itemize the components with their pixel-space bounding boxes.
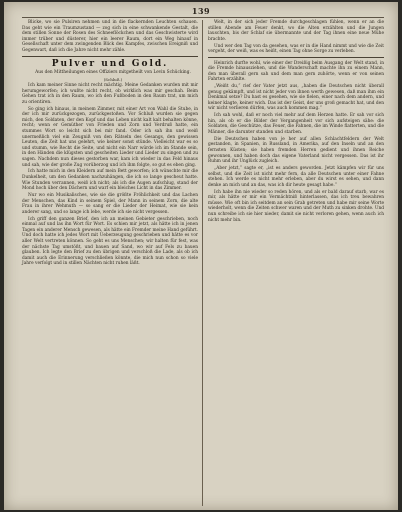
paragraph: Nur wo ein Musikalisches, wie sie die größte Fröhlichkeit und das Lachen der Menschen, das Kind in seinem Spiel, der Mann in seinem Zorn, die alte Frau in ihrer Wehmuth — so sang er die Lieder der Heimat, wie sie kein anderer sang, und so lange ich lebe, werde ich sie nicht vergessen. xyxy=(22,192,198,215)
left-article-body xyxy=(22,83,198,267)
paragraph: Ich kam meiner Sinne nicht recht mächtig. Meine Gedanken wurden mit mir herumgeworfen; ich wußte nicht recht, ob wirklich was mir geschah. Beim Gehen trat ich in den Raum, wo ich den Fußboden in den Raum trat, um mich zu orientiren. xyxy=(22,83,198,105)
paragraph: „Weißt du,“ rief der Vater jetzt aus, „haben die Deutschen nicht überall genug gekämpft, und ist nicht jeder von ihnen werth gewesen, daß man ihm ein Denkmal setze? Du hast es gesehen, wie sie fielen, einer nach dem andern, und keiner klagte, keiner wich. Das ist der Geist, der uns groß gemacht hat, und den wir nicht verlieren dürfen, was auch kommen mag.“ xyxy=(208,84,384,112)
article-continuation: (Schluß.) xyxy=(103,76,123,82)
right-article-body xyxy=(208,61,384,224)
column-divider xyxy=(202,20,203,506)
paragraph: Welt, in der sich jeder Fremde durchgeschlagen fühlen, wenn er an die stillen Abende am Feuer denkt, wo die Alten erzählten und die Jungen lauschten, bis der Schlaf sie übermannte und der Tag ihnen eine neue Mühe brachte. xyxy=(208,20,384,42)
page xyxy=(4,2,398,510)
section-rule xyxy=(22,56,198,57)
paragraph: Die Deutschen haben von je her auf allen Schlachtfeldern der Welt gestanden, in Spanien, in Russland, in Amerika, auf den Inseln und an den fernsten Küsten; sie haben fremden Herren gedient und ihnen Reiche gewonnen, und haben doch das eigene Vaterland nicht vergessen. Das ist ihr Ruhm und ihr Unglück zugleich. xyxy=(208,136,384,165)
left-top-text xyxy=(22,20,198,54)
paragraph: Ich hatte mich in den Kleidern auf mein Bett geworfen; ich wünschte mir die Dunkelheit, um den Gedanken nachzuhängen, die ich so lange gescheut hatte. Wie Stunden verrannen, weiß ich nicht; als ich die Augen aufschlug, stand der Mond hoch über den Dächern und warf ein bleiches Licht in das Zimmer. xyxy=(22,169,198,192)
page-number: 139 xyxy=(191,6,211,16)
article-subtitle: Aus den Mittheilungen eines Offiziers mitgetheilt von Levin Schücking. xyxy=(35,70,191,76)
section-rule xyxy=(208,57,384,58)
right-column xyxy=(208,20,384,224)
article-title: Pulver und Gold. xyxy=(51,59,169,70)
paragraph: Heinrich durfte wohl, wie einer der Dreißig beim Ausgang der Welt stand, in die Fremde hinausziehen, und die Wanderschaft machte ihn zu einem Mann, den man überall gern sah und dem man gern zuhörte, wenn er von seinen Fahrten erzählte. xyxy=(208,60,384,83)
header-rule xyxy=(22,17,384,18)
paragraph: Ich habe ihn nie wieder so reden hören, und als er bald darauf starb, war es mir, als hätte er mir ein Vermächtniß hinterlassen, das ich treu bewahren müsse. Wie oft bin ich seitdem an sein Grab getreten und habe mir seine Worte wiederholt, wenn die Zeiten schwer waren und der Muth zu sinken drohte. Und nun schreibe ich sie hier nieder, damit sie nicht verloren gehen, wenn auch ich nicht mehr bin. xyxy=(208,189,384,223)
paragraph: Ich sah wohl, daß er noch viel mehr auf dem Herzen hatte. Er sah vor sich hin, als ob er die Bilder der Vergangenheit vor sich aufsteigen sähe: die Soldaten, die Geschütze, das Feuer, die Fahnen, die im Winde flatterten, und die Männer, die darunter standen und starben. xyxy=(208,113,384,136)
paragraph: „Aber jetzt,“ sagte er, „ist es anders geworden. Jetzt kämpfen wir für uns selbst, und die Zeit ist nicht mehr fern, da alle Deutschen unter einer Fahne stehen. Ich werde es nicht mehr erleben, aber du wirst es sehen, und dann denke an mich und an das, was ich dir heute gesagt habe.“ xyxy=(208,165,384,188)
paragraph: So ging ich hinaus, in meinem Zimmer, mit einer Art von Wahl die Stube, in der ich mir zurückgezogen, zurückgestoßen. Vor Schluß wurden sie gegen mich, den Soldaten, der den Kopf und das Leben nicht kalt kalt behalten könne, recht; wenn er Gemüther von Frieden und Zorn und Verdruß hatte, ein stummes Wort so leicht sich bei mir fand. Oder ich sah ihn und weiß unermeßlich viel ein Zeugniß von den Rätseln des Gesangs, den gewissen Leuten, die Zeit hat uns gelehrt, wie keiner sonst stünde. Vielleicht war es so und stumm, wie Recht die Seite, und nicht ein Narr würde ich im Stande sein, in den Händen die klügsten und gescheiten Lieder und Lieder zu singen und zu sagen. Nachdem nun dieses gestorben war, kam ich wieder in das Feld hinaus und sah, wie der große Zug vorüberzog und ich ihm folgte, so gut es eben ging. xyxy=(22,106,198,168)
left-column xyxy=(22,20,198,268)
right-top-text xyxy=(208,20,384,55)
paragraph: Ich griff den ganzen Brief, den ich an meinen Gebieter geschrieben, noch einmal auf und las ihn Wort für Wort. Es schien mir jetzt, als hätte ich in jenen Tagen ein anderer Mensch gewesen, als hätte ein Fremder meine Hand geführt. Und doch hatte ich jedes Wort mit Ueberzeugung geschrieben und hätte es vor aller Welt vertreten können. So geht es uns Menschen; wir halten für fest, was der nächste Tag umstößt, und bauen auf Sand, wo wir auf Fels zu bauen glauben. Ich legte den Brief zu den übrigen und verschloß die Lade, als ob ich damit auch die Erinnerung verschließen könnte, die mich nun schon so viele Jahre verfolgt und in stillen Nächten nicht ruhen läßt. xyxy=(22,216,198,267)
paragraph: Und wer den Tag von da gesehen, was er in die Hand nimmt und wie die Zeit vergeht, der weiß, was es heißt, einen Tag ohne Sorge zu verleben. xyxy=(208,43,384,55)
paragraph: Blicke, wo sie Pulsiren nehmen und in die flackernden Leuchten schauen. Das geht wie ein Traumzustand — zog sich in eine schwankende Gestalt, die dem stillen Sonne der Rosen des Schneeflöckchen und das Geschwisterte wird immer trüber und düsterer, hier ein leerer Raum, dort ein Weg hinauf in Gesellschaft unter dem zwingenden Blick des Kampfes, zwischen Ereigniß und Gegenwart, daß ich die Jahre nicht mehr zähle. xyxy=(22,20,198,53)
